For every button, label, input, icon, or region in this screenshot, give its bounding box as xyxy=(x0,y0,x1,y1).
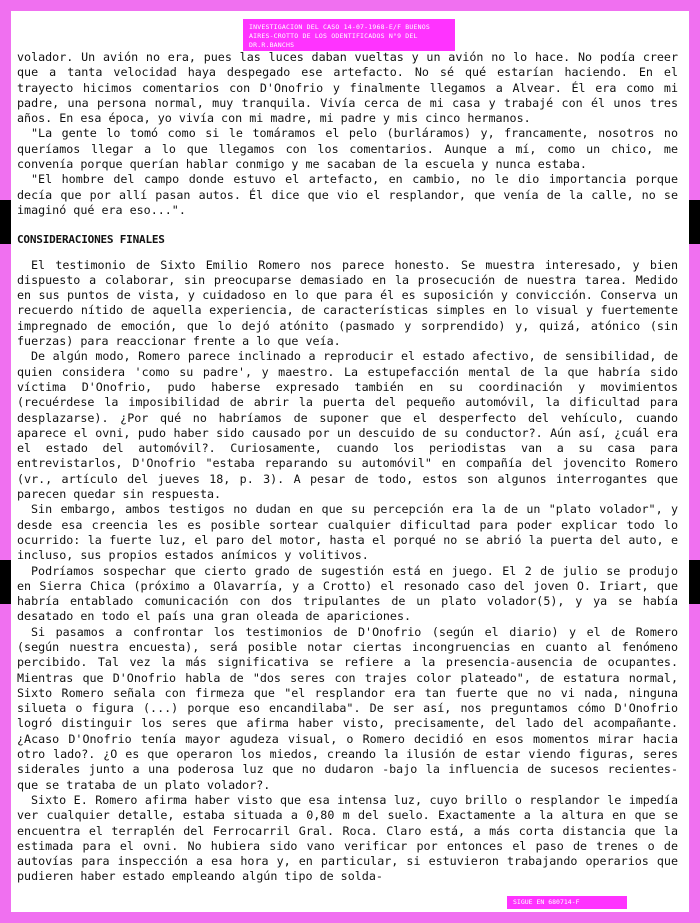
paragraph-final-4: Podríamos sospechar que cierto grado de sugestión está en juego. El 2 de julio se produjo en Sierra Chica (próximo a Olavarría, y a Crotto) el resonado caso del joven O. Iriart, que habría entablado comunicación con dos tripulantes de un plato volador(5), y ya se había desatado en todo el país una gran oleada de apariciones. xyxy=(17,563,678,624)
document-page xyxy=(11,11,689,912)
paragraph-final-5: Si pasamos a confrontar los testimonios de D'Onofrio (según el diario) y el de Romero (según nuestra encuesta), será posible notar ciertas incongruencias en cuanto al fenómeno percibido. Tal vez la más significativa se refiere a la presencia-ausencia de ocupantes. Mientras que D'Onofrio habla de "dos seres con trajes color plateado", de estatura normal, Sixto Romero señala con firmeza que "el resplandor era tan fuerte que no vi nada, ninguna silueta o figura (...) porque eso encandilaba". De ser así, nos preguntamos cómo D'Onofrio logró distinguir los seres que afirma haber visto, precisamente, del lado del acompañante. ¿Acaso D'Onofrio tenía mayor agudeza visual, o Romero decidió en esos momentos mirar hacia otro lado?. ¿O es que operaron los miedos, creando la ilusión de estar viendo figuras, seres siderales junto a una poderosa luz que no dudaron -bajo la influencia de sucesos recientes- que se trataba de un plato volador?. xyxy=(17,624,678,792)
section-heading: CONSIDERACIONES FINALES xyxy=(17,233,165,247)
paragraph-final-2: De algún modo, Romero parece inclinado a reproducir el estado afectivo, de sensibilidad, de quien considera 'como su padre', y maestro. La estupefacción mental de la que habría sido víctima D'Onofrio, pudo haberse expresado también en su coordinación y movimientos (recuérdese la imposibilidad de abrir la puerta del pequeño automóvil, la dificultad para desplazarse). ¿Por qué no habríamos de suponer que el desperfecto del vehículo, cuando aparece el ovni, pudo haber sido causado por un descuido de su conductor?. Aún así, ¿cuál era el estado del automóvil?. Curiosamente, cuando los periodistas van a su casa para entrevistarlos, D'Onofrio "estaba reparando su automóvil" en compañía del jovencito Romero (vr., artículo del jueves 18, p. 3). A pesar de todo, estos son algunos interrogantes que parecen quedar sin respuesta. xyxy=(17,349,678,502)
header-stamp: INVESTIGACION DEL CASO 14-07-1968-E/F BUENOS AIRES-CROTTO DE LOS ODENTIFICADOS N°9 DEL DR.R.BANCHS xyxy=(243,19,455,51)
document-body xyxy=(17,50,678,885)
left-margin-mark-top xyxy=(0,200,11,244)
paragraph-1: volador. Un avión no era, pues las luces daban vueltas y un avión no lo hace. No podía creer que a tanta velocidad haya despegado ese artefacto. No sé qué estarían haciendo. En el trayecto hicimos comentarios con D'Onofrio y finalmente llegamos a Alvear. Él era como mi padre, una persona normal, muy tranquila. Vivía cerca de mi casa y trabajé con él unos tres años. En esa época, yo vivía con mi madre, mi padre y mis cinco hermanos. xyxy=(17,50,678,126)
paragraph-final-3: Sin embargo, ambos testigos no dudan en que su percepción era la de un "plato volador", y desde esa creencia les es posible sortear cualquier dificultad para poder explicar todo lo ocurrido: la fuerte luz, el paro del motor, hasta el porqué no se abrió la puerta del auto, e incluso, sus propios estados anímicos y volitivos. xyxy=(17,502,678,563)
paragraph-final-1: El testimonio de Sixto Emilio Romero nos parece honesto. Se muestra interesado, y bien dispuesto a colaborar, sin preocuparse demasiado en la prosecución de nuestra tarea. Medido en sus puntos de vista, y cuidadoso en lo que para él es suposición y convicción. Conserva un recuerdo nítido de aquella experiencia, de características simples en lo visual y fuertemente impregnado de emoción, que lo dejó atónito (pasmado y sorprendido) y, quizá, atónico (sin fuerzas) para reaccionar frente a lo que veía. xyxy=(17,257,678,349)
paragraph-final-6: Sixto E. Romero afirma haber visto que esa intensa luz, cuyo brillo o resplandor le impedía ver cualquier detalle, estaba situada a 0,80 m del suelo. Exactamente a la altura en que se encuentra el terraplén del Ferrocarril Gral. Roca. Claro está, a más corta distancia que la estimada para el ovni. No hubiera sido vano verificar por entonces el paso de trenes o de autovías para inspección a esa hora y, en particular, si estuvieron trabajando operarios que pudieren haber estado empleando algún tipo de solda- xyxy=(17,792,678,884)
paragraph-3: "El hombre del campo donde estuvo el artefacto, en cambio, no le dio importancia porque decía que por allí pasan autos. Él dice que vio el resplandor, que venía de la calle, no se imaginó qué era eso...". xyxy=(17,172,678,217)
left-margin-mark-bottom xyxy=(0,560,11,604)
footer-stamp: SIGUE EN 680714-F xyxy=(507,896,627,909)
paragraph-2: "La gente lo tomó como si le tomáramos el pelo (burláramos) y, francamente, nosotros no queríamos llegar a lo que llegamos con los comentarios. Aunque a mí, como un chico, me convenía porque querían hablar conmigo y me sacaban de la escuela y nunca estaba. xyxy=(17,126,678,172)
right-margin-mark-bottom xyxy=(689,560,700,604)
section-spacer xyxy=(17,218,678,232)
right-margin-mark-top xyxy=(689,200,700,244)
